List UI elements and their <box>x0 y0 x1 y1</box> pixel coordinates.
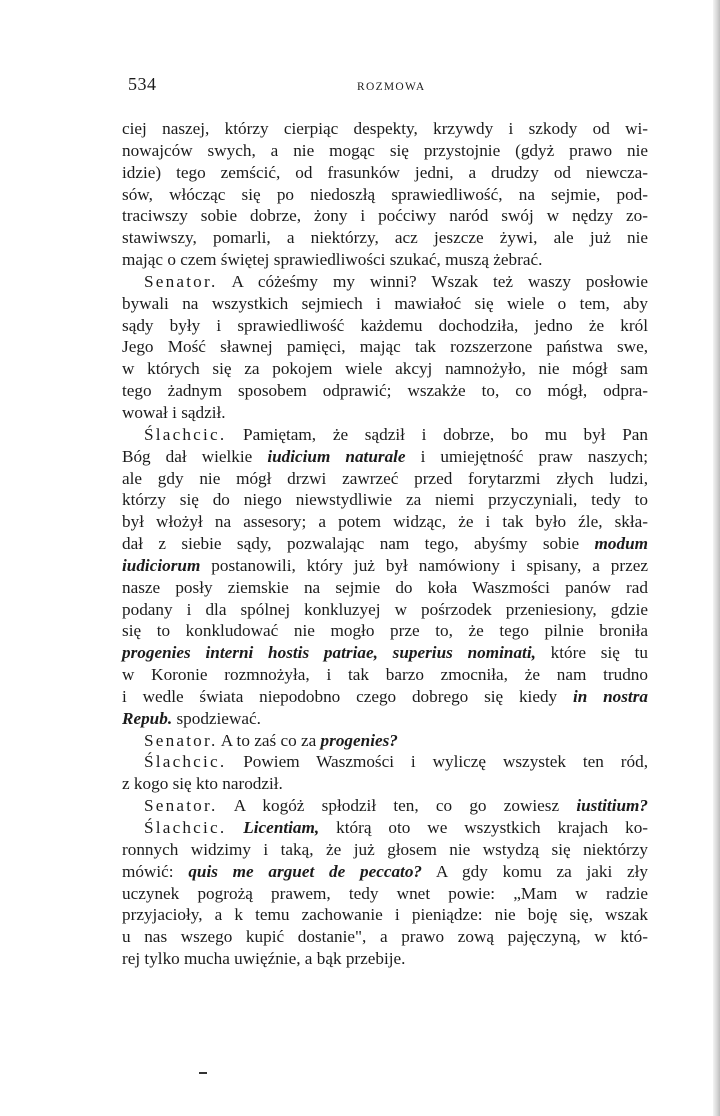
text-run: które się tu <box>535 643 649 663</box>
text-line <box>122 533 648 555</box>
text-run: Pamiętam, że sądził i dobrze, bo mu był Pan <box>226 424 648 444</box>
latin-phrase: iudicium naturale <box>267 446 406 466</box>
text-line <box>122 118 648 140</box>
text-line <box>122 904 648 926</box>
text-line <box>122 315 648 337</box>
latin-phrase: iustitium? <box>576 796 648 816</box>
text-line <box>122 686 648 708</box>
text-run: podany i dla spólnej konkluzyej w pośrzodek przeniesiony, gdzie <box>122 599 648 619</box>
text-line <box>122 708 648 730</box>
latin-phrase: quis me arguet de peccato? <box>188 861 423 881</box>
text-line <box>122 205 648 227</box>
text-run: nasze posły ziemskie na sejmie do koła Waszmości panów rad <box>122 577 648 597</box>
text-line <box>122 249 648 271</box>
text-line <box>122 839 648 861</box>
text-run: idzie) tego zemścić, od frasunków jedni, a drudzy od niewcza- <box>122 162 648 182</box>
stray-mark <box>199 1072 207 1074</box>
text-line <box>122 402 648 424</box>
text-run: stawiwszy, pomarli, a niektórzy, acz jeszcze żywi, ale już nie <box>122 228 648 248</box>
text-line <box>122 468 648 490</box>
latin-phrase: progenies? <box>320 730 398 750</box>
latin-phrase: modum <box>594 534 648 554</box>
text-line <box>122 773 648 795</box>
text-run: Jego Mość sławnej pamięci, mając tak rozszerzone państwa swe, <box>122 337 648 357</box>
text-line <box>122 795 648 817</box>
text-run: Powiem Waszmości i wyliczę wszystek ten ród, <box>226 752 648 772</box>
speaker-name: Ślachcic. <box>144 424 227 444</box>
text-run: spodziewać. <box>172 708 261 728</box>
latin-phrase: Licentiam, <box>243 818 320 837</box>
text-line <box>122 948 648 970</box>
text-run: A kogóż spłodził ten, co go zowiesz <box>217 796 577 816</box>
text-line <box>122 336 648 358</box>
text-line <box>122 271 648 293</box>
text-run: był włożył na assesory; a potem widząc, że i tak było źle, skła- <box>122 512 648 532</box>
text-line <box>122 664 648 686</box>
text-run: tego żadnym sposobem odprawić; wszakże to, co mógł, odpra- <box>122 381 648 401</box>
text-line <box>122 140 648 162</box>
text-line <box>122 730 648 752</box>
text-run: Bóg dał wielkie <box>122 446 268 466</box>
text-line <box>122 293 648 315</box>
text-line <box>122 642 648 664</box>
text-run: i umiejętność praw naszych; <box>405 446 648 466</box>
text-line <box>122 424 648 446</box>
text-line <box>122 817 648 839</box>
text-line <box>122 162 648 184</box>
text-run: wował i sądził. <box>122 402 226 422</box>
text-run: rej tylko mucha uwięźnie, a bąk przebije. <box>122 949 406 969</box>
text-run: mając o czem świętej sprawiedliwości szukać, muszą żebrać. <box>122 250 543 270</box>
text-line <box>122 358 648 380</box>
text-run: traciwszy sobie dobrze, żony i poćciwy naród swój w nędzy zo- <box>122 206 648 226</box>
latin-phrase: Repub. <box>122 708 173 728</box>
text-line <box>122 511 648 533</box>
text-run: uczynek pogrożą prawem, tedy wnet powie: „Mam w radzie <box>122 883 648 903</box>
text-run: z kogo się kto narodził. <box>122 774 283 794</box>
text-run: mówić: <box>122 861 189 881</box>
text-run: sów, włócząc się po niedoszłą sprawiedliwość, na sejmie, pod- <box>122 184 648 204</box>
text-line <box>122 227 648 249</box>
text-run: dał z siebie sądy, pozwalając nam tego, abyśmy sobie <box>122 534 595 554</box>
text-run: A gdy komu za jaki zły <box>422 861 648 881</box>
text-line <box>122 926 648 948</box>
page-number: 534 <box>128 74 157 94</box>
text-line <box>122 861 648 883</box>
running-title: ROZMOWA <box>357 81 426 93</box>
speaker-name: Ślachcic. <box>144 752 227 772</box>
text-run <box>226 817 243 839</box>
text-line <box>122 577 648 599</box>
text-line <box>122 555 648 577</box>
text-run: ronnych widzimy i taką, że już głosem nie wstydzą się niektórzy <box>122 839 648 859</box>
speaker-name: Senator. <box>144 271 218 291</box>
scan-edge <box>713 0 720 1116</box>
text-run: przyjacioły, a k temu zachowanie i pieniądze: nie boję się, wszak <box>122 905 648 925</box>
body-text <box>122 118 648 970</box>
text-run: w Koronie rozmnożyła, i tak barzo zmocniła, że nam trudno <box>122 665 648 685</box>
text-run: postanowili, który już był namówiony i spisany, a przez <box>200 555 648 575</box>
text-run: sądy były i sprawiedliwość każdemu dochodziła, jedno że król <box>122 315 648 335</box>
speaker-name: Ślachcic. <box>144 818 227 837</box>
text-line <box>122 380 648 402</box>
latin-phrase: iudiciorum <box>122 555 201 575</box>
latin-phrase: in nostra <box>572 686 648 706</box>
text-run: w których się za pokojem wiele akcyj namnożyło, nie mógł sam <box>122 359 648 379</box>
text-line <box>122 489 648 511</box>
text-run: ale gdy nie mógł drzwi zawrzeć przed forytarzmi złych ludzi, <box>122 468 648 488</box>
text-run: którą oto we wszystkich krajach ko- <box>319 818 649 837</box>
text-line <box>122 184 648 206</box>
speaker-name: Senator. <box>144 730 218 750</box>
text-line <box>122 446 648 468</box>
text-run: A cóżeśmy my winni? Wszak też waszy posłowie <box>217 271 648 291</box>
text-run: i wedle świata niepodobno czego dobrego się kiedy <box>122 686 573 706</box>
text-line <box>122 620 648 642</box>
text-run: ciej naszej, którzy cierpiąc despekty, krzywdy i szkody od wi- <box>122 119 648 138</box>
speaker-name: Senator. <box>144 796 218 816</box>
text-run: bywali na wszystkich sejmiech i mawiałoć się wiele o tem, aby <box>122 293 648 313</box>
text-run: u nas wszego kupić dostanie", a prawo zową pajęczyną, w któ- <box>122 927 648 947</box>
text-run: A to zaś co za <box>217 730 321 750</box>
text-run: którzy się do niego niewstydliwie za niemi przyczyniali, tedy to <box>122 490 648 510</box>
text-line <box>122 883 648 905</box>
text-run: nowajców swych, a nie mogąc się przystojnie (gdyż prawo nie <box>122 140 648 160</box>
text-run: się to konkludować nie mogło prze to, że tego pilnie broniła <box>122 621 648 641</box>
text-line <box>122 751 648 773</box>
text-line <box>122 599 648 621</box>
latin-phrase: progenies interni hostis patriae, superius nominati, <box>122 643 536 663</box>
